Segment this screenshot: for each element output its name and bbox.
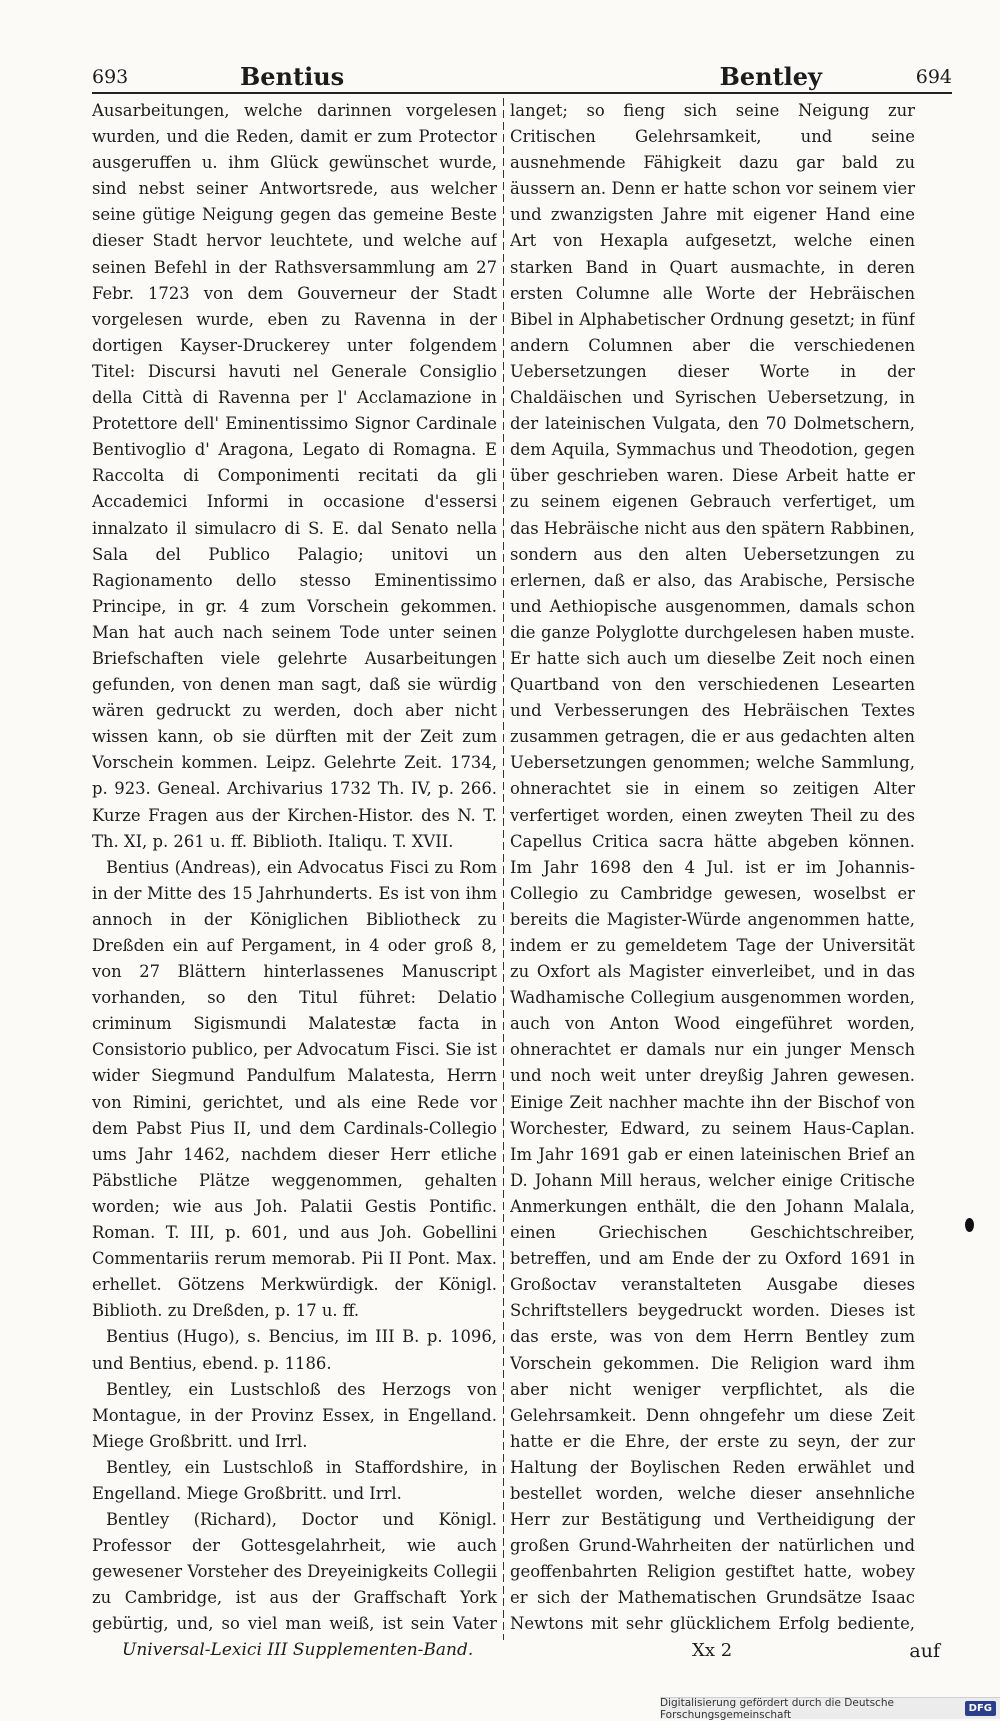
running-head-left: Bentius xyxy=(240,62,345,91)
entry-bentius-andreas: Bentius (Andreas), ein Advocatus Fisci zu Rom in der Mitte des 15 Jahrhunderts. Es ist von ihm annoch in der Königlichen Bibliotheck zu Dreßden ein auf Pergament, in 4 oder groß 8, von 27 Blättern hinterlassenes Manuscript vorhanden, so den Titul führet: Delatio criminum Sigismundi Malatestæ facta in Consistorio publico, per Advocatum Fisci. Sie ist wider Siegmund Pandulfum Malatesta, Herrn von Rimini, gerichtet, und als eine Rede vor dem Pabst Pius II, und dem Cardinals-Collegio ums Jahr 1462, nachdem dieser Herr etliche Päbstliche Plätze weggenommen, gehalten worden; wie aus Joh. Palatii Gestis Pontific. Roman. T. III, p. 601, und aus Joh. Gobellini Commentariis rerum memorab. Pii II Pont. Max. erhellet. Götzens Merkwürdigk. der Königl. Biblioth. zu Dreßden, p. 17 u. ff. xyxy=(92,857,497,1321)
page-number-right: 694 xyxy=(915,66,952,88)
page-header xyxy=(92,62,952,96)
entry-bentley-staffordshire: Bentley, ein Lustschloß in Staffordshire, in Engelland. Miege Großbritt. und Irrl. xyxy=(92,1457,497,1503)
signature-line: Universal-Lexici III Supplementen-Band. xyxy=(122,1640,474,1660)
digitization-notice xyxy=(660,1697,1000,1719)
ink-blot xyxy=(965,1218,974,1232)
entry-bentley-richard: Bentley (Richard), Doctor und Königl. Professor der Gottesgelahrheit, wie auch gewesener Vorsteher des Dreyeinigkeits Collegii zu Cambridge, ist aus der Graffschaft York gebürtig, und, so viel man weiß, ist sein Vater xyxy=(92,1510,497,1634)
dfg-logo: DFG xyxy=(965,1701,996,1716)
entry-bentius-hugo: Bentius (Hugo), s. Bencius, im III B. p. 1096, und Bentius, ebend. p. 1186. xyxy=(92,1327,497,1373)
catchword: auf xyxy=(909,1640,940,1662)
digitization-text: Digitalisierung gefördert durch die Deutsche Forschungsgemeinschaft xyxy=(660,1696,894,1721)
running-head-right: Bentley xyxy=(719,62,822,91)
entry-bentley-montague: Bentley, ein Lustschloß des Herzogs von Montague, in der Provinz Essex, in Engelland. Miege Großbritt. und Irrl. xyxy=(92,1379,497,1451)
left-column xyxy=(92,98,497,1640)
header-rule xyxy=(92,92,952,94)
column-divider xyxy=(503,98,504,1640)
page-number-left: 693 xyxy=(92,66,129,88)
paragraph-bentley-continued: langet; so fieng sich seine Neigung zur Critischen Gelehrsamkeit, und seine ausnehmende Fähigkeit dazu gar bald zu äussern an. Denn er hatte schon vor seinem vier und zwanzigsten Jahre mit eigener Hand eine Art von Hexapla aufgesetzt, welche einen starken Band in Quart ausmachte, in deren ersten Columne alle Worte der Hebräischen Bibel in Alphabetischer Ordnung gesetzt; in fünf andern Columnen aber die verschiedenen Uebersetzungen dieser Worte in der Chaldäischen und Syrischen Uebersetzung, in der lateinischen Vulgata, den 70 Dolmetschern, dem Aquila, Symmachus und Theodotion, gegen über geschrieben waren. Diese Arbeit hatte er zu seinem eigenen Gebrauch verfertiget, um das Hebräische nicht aus den spätern Rabbinen, sondern aus den alten Uebersetzungen zu erlernen, daß er also, das Arabische, Persische und Aethiopische ausgenommen, damals schon die ganze Polyglotte durchgelesen haben muste. Er hatte sich auch um dieselbe Zeit noch einen Quartband von den verschiedenen Lesearten und Verbesserungen des Hebräischen Textes zusammen getragen, die er aus gedachten alten Uebersetzungen genommen; welche Sammlung, ohnerachtet sie in einem so zeitigen Alter verfertiget worden, einen zweyten Theil zu des Capellus Critica sacra hätte abgeben können. Im Jahr 1698 den 4 Jul. ist er im Johannis-Collegio zu Cambridge gewesen, woselbst er bereits die Magister-Würde angenommen hatte, indem er zu gemeldetem Tage der Universität zu Oxfort als Magister einverleibet, und in das Wadhamische Collegium ausgenommen worden, auch von Anton Wood eingeführet worden, ohnerachtet er damals nur ein junger Mensch und noch weit unter dreyßig Jahren gewesen. Einige Zeit nachher machte ihn der Bischof von Worchester, Edward, zu seinem Haus-Caplan. Im Jahr 1691 gab er einen lateinischen Brief an D. Johann Mill heraus, welcher einige Critische Anmerkungen enthält, die den Johann Malala, einen Griechischen Geschichtschreiber, betreffen, und am Ende der zu Oxford 1691 in Großoctav veranstalteten Ausgabe dieses Schriftstellers beygedruckt worden. Dieses ist das erste, was von dem Herrn Bentley zum Vorschein gekommen. Die Religion ward ihm aber nicht weniger verpflichtet, als die Gelehrsamkeit. Denn ohngefehr um diese Zeit hatte er die Ehre, der erste zu seyn, der zur Haltung der Boylischen Reden erwählet und bestellet worden, welche dieser ansehnliche Herr zur Bestätigung und Vertheidigung der großen Grund-Wahrheiten der natürlichen und geoffenbahrten Religion gestiftet hatte, wobey er sich der Mathematischen Grundsätze Isaac Newtons mit sehr glücklichem Erfolg bediente, xyxy=(510,101,915,1634)
page-footer xyxy=(92,1640,952,1670)
signature-mark: Xx 2 xyxy=(692,1640,733,1661)
right-column xyxy=(510,98,915,1640)
paragraph-continuation: Ausarbeitungen, welche darinnen vorgelesen wurden, und die Reden, damit er zum Protector ausgeruffen u. ihm Glück gewünschet wurde, sind nebst seiner Antwortsrede, aus welcher seine gütige Neigung gegen das gemeine Beste dieser Stadt hervor leuchtete, und welche auf seinen Befehl in der Rathsversammlung am 27 Febr. 1723 von dem Gouverneur der Stadt vorgelesen wurde, eben zu Ravenna in der dortigen Kayser-Druckerey unter folgendem Titel: Discursi havuti nel Generale Consiglio della Città di Ravenna per l' Acclamazione in Protettore dell' Eminentissimo Signor Cardinale Bentivoglio d' Aragona, Legato di Romagna. E Raccolta di Componimenti recitati da gli Accademici Informi in occasione d'essersi innalzato il simulacro di S. E. dal Senato nella Sala del Publico Palagio; unitovi un Ragionamento dello stesso Eminentissimo Principe, in gr. 4 zum Vorschein gekommen. Man hat auch nach seinem Tode unter seinen Briefschaften viele gelehrte Ausarbeitungen gefunden, von denen man sagt, daß sie würdig wären gedruckt zu werden, doch aber nicht wissen kann, ob sie dürften mit der Zeit zum Vorschein kommen. Leipz. Gelehrte Zeit. 1734, p. 923. Geneal. Archivarius 1732 Th. IV, p. 266. Kurze Fragen aus der Kirchen-Histor. des N. T. Th. XI, p. 261 u. ff. Biblioth. Italiqu. T. XVII. xyxy=(92,101,497,851)
